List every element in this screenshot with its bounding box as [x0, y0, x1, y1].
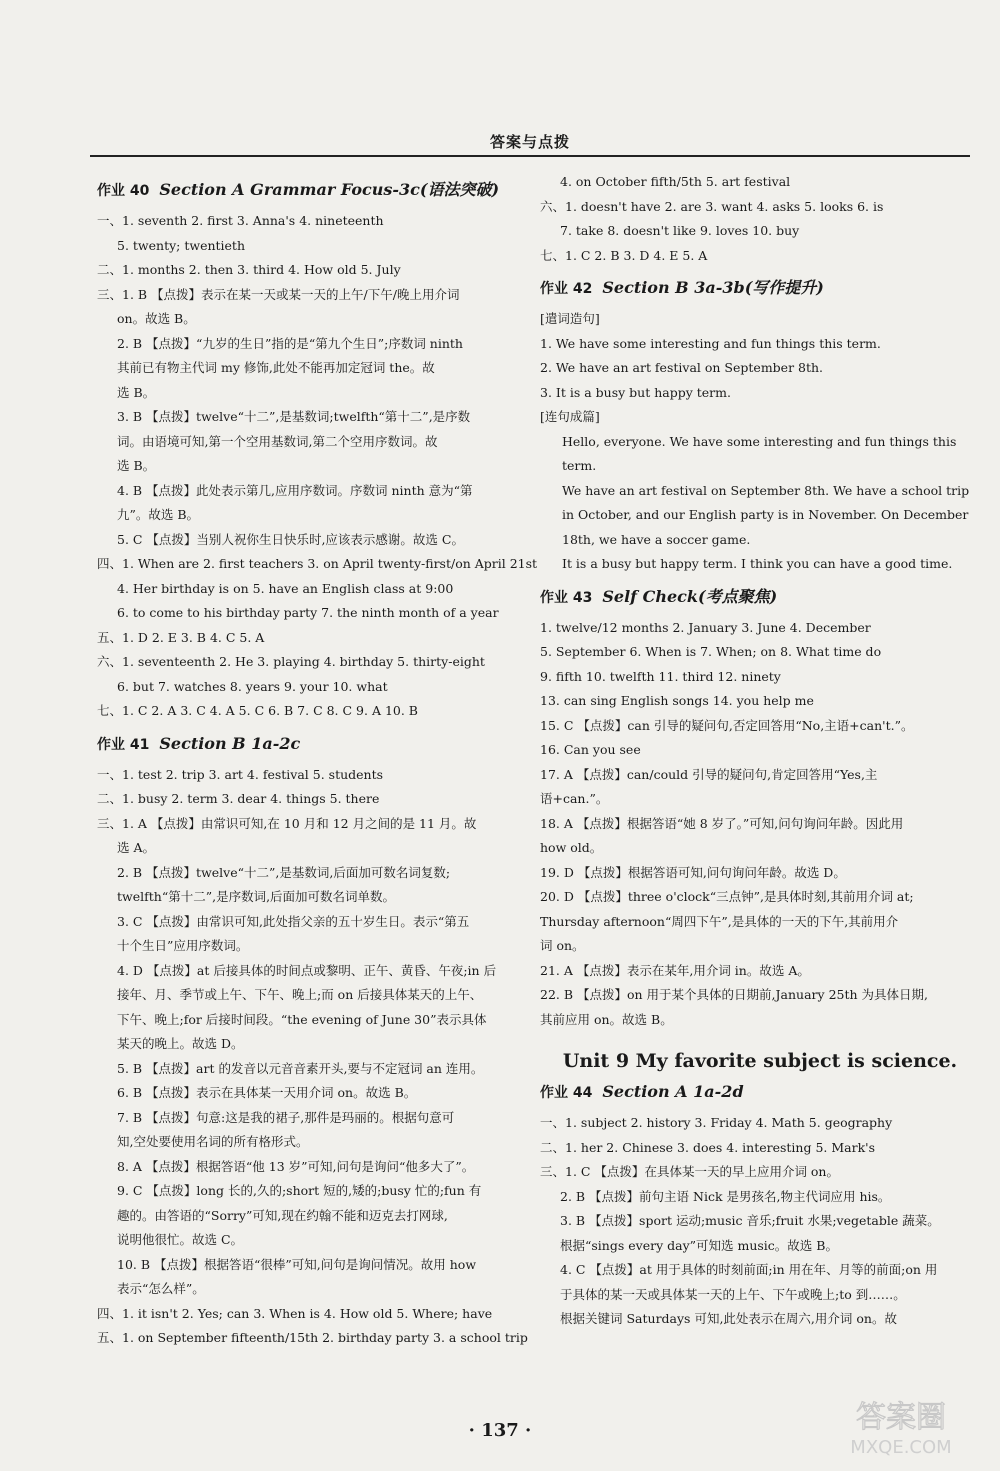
answer-line: 其前应用 on。故选 B。	[540, 1011, 673, 1027]
answer-line: 19. D 【点拨】根据答语可知,问句询问年龄。故选 D。	[540, 864, 846, 880]
answer-line: 4. C 【点拨】at 用于具体的时刻前面;in 用在年、月等的前面;on 用	[560, 1262, 938, 1277]
answer-line: 1. We have some interesting and fun things this term.	[540, 335, 881, 351]
svg-text:MXQE.COM: MXQE.COM	[850, 1437, 952, 1458]
answer-line: 七、1. C 2. B 3. D 4. E 5. A	[540, 247, 708, 263]
section-title: Section B 1a-2c	[159, 733, 301, 753]
answer-line: 9. C 【点拨】long 长的,久的;short 短的,矮的;busy 忙的;fun 有	[117, 1183, 482, 1198]
answer-line: twelfth“第十二”,是序数词,后面加可数名词单数。	[117, 889, 396, 904]
answer-line: 7. B 【点拨】句意:这是我的裙子,那件是玛丽的。根据句意可	[117, 1109, 455, 1125]
answer-line: 7. take 8. doesn't like 9. loves 10. buy	[560, 223, 800, 238]
answer-line: 9. fifth 10. twelfth 11. third 12. ninety	[540, 668, 781, 684]
section-label: 作业 40	[97, 183, 150, 199]
section-heading	[540, 1080, 980, 1105]
answer-line: 四、1. it isn't 2. Yes; can 3. When is 4. How old 5. Where; have	[97, 1305, 493, 1321]
section-label: 作业 44	[540, 1085, 593, 1101]
section-title: Self Check(考点聚焦)	[602, 586, 778, 606]
answer-line: 三、1. A 【点拨】由常识可知,在 10 月和 12 月之间的是 11 月。故	[97, 815, 477, 831]
answer-line: 一、1. seventh 2. first 3. Anna's 4. nineteenth	[97, 213, 384, 228]
answer-line: 20. D 【点拨】three o'clock“三点钟”,是具体时刻,其前用介词 at;	[540, 889, 914, 904]
answer-line: 8. A 【点拨】根据答语“他 13 岁”可知,问句是询问“他多大了”。	[117, 1158, 475, 1174]
answer-line: 5. September 6. When is 7. When; on 8. What time do	[540, 644, 882, 659]
answer-line: 4. Her birthday is on 5. have an English class at 9:00	[117, 580, 454, 596]
section-heading	[97, 732, 525, 757]
answer-line: 二、1. her 2. Chinese 3. does 4. interesting 5. Mark's	[540, 1139, 876, 1155]
answer-line: 13. can sing English songs 14. you help me	[540, 693, 814, 708]
answer-line: 说明他很忙。故选 C。	[117, 1232, 244, 1247]
right-column	[540, 170, 980, 1332]
answer-line: 四、1. When are 2. first teachers 3. on April twenty-first/on April 21st	[97, 556, 538, 571]
watermark-logo	[816, 1391, 986, 1461]
answer-line: 词。由语境可知,第一个空用基数词,第二个空用序数词。故	[117, 433, 438, 449]
answer-line: 2. B 【点拨】twelve“十二”,是基数词,后面加可数名词复数;	[117, 864, 451, 880]
answer-line: 3. B 【点拨】sport 运动;music 音乐;fruit 水果;vegetable 蔬菜。	[560, 1213, 940, 1228]
answer-line: 18. A 【点拨】根据答语“她 8 岁了。”可知,问句询问年龄。因此用	[540, 815, 904, 831]
answer-line: 2. B 【点拨】前句主语 Nick 是男孩名,物主代词应用 his。	[560, 1188, 891, 1204]
answer-line: 一、1. subject 2. history 3. Friday 4. Math 5. geography	[540, 1115, 893, 1130]
answer-line: 6. B 【点拨】表示在具体某一天用介词 on。故选 B。	[117, 1085, 417, 1100]
answer-line: 15. C 【点拨】can 引导的疑问句,否定回答用“No,主语+can't.”。	[540, 717, 914, 733]
answer-line: 一、1. test 2. trip 3. art 4. festival 5. students	[97, 766, 384, 782]
answer-line: 2. B 【点拨】“九岁的生日”指的是“第九个生日”;序数词 ninth	[117, 335, 463, 351]
header-title: 答案与点拨	[489, 133, 570, 151]
section-title: Section A 1a-2d	[602, 1082, 744, 1101]
answer-line: 三、1. B 【点拨】表示在某一天或某一天的上午/下午/晚上用介词	[97, 286, 460, 302]
answer-line: 2. We have an art festival on September 8th.	[540, 360, 824, 375]
answer-line: 4. D 【点拨】at 后接具体的时间点或黎明、正午、黄昏、午夜;in 后	[117, 962, 497, 978]
answer-line: [遣词造句]	[540, 311, 600, 326]
section-title: Section A Grammar Focus-3c(语法突破)	[159, 180, 500, 199]
answer-line: 5. C 【点拨】当别人祝你生日快乐时,应该表示感谢。故选 C。	[117, 531, 464, 547]
answer-line: 语+can.”。	[540, 791, 609, 806]
answer-line: 三、1. C 【点拨】在具体某一天的早上应用介词 on。	[540, 1164, 839, 1179]
answer-line: 根据“sings every day”可知选 music。故选 B。	[560, 1237, 838, 1253]
section-label: 作业 41	[97, 736, 150, 753]
answer-line: 16. Can you see	[540, 742, 641, 757]
answer-line: 二、1. busy 2. term 3. dear 4. things 5. there	[97, 791, 380, 806]
section-heading	[97, 178, 525, 203]
answer-line: 知,空处要使用名词的所有格形式。	[117, 1134, 309, 1149]
answer-line: 17. A 【点拨】can/could 引导的疑问句,肯定回答用“Yes,主	[540, 766, 878, 782]
answer-line: 下午、晚上;for 后接时间段。“the evening of June 30”表示具体	[117, 1011, 487, 1027]
answer-line: 1. twelve/12 months 2. January 3. June 4. December	[540, 619, 871, 635]
paragraph: We have an art festival on September 8th. We have a school trip in October, and our English party is in November. On December 18th, we have a soccer game.	[562, 482, 970, 547]
section-heading	[540, 276, 980, 301]
paragraph: Hello, everyone. We have some interesting and fun things this term.	[562, 433, 957, 473]
answer-line: 根据关键词 Saturdays 可知,此处表示在周六,用介词 on。故	[560, 1311, 897, 1326]
answer-line: 六、1. seventeenth 2. He 3. playing 4. birthday 5. thirty-eight	[97, 654, 485, 669]
answer-line: how old。	[540, 840, 603, 855]
answer-line: 6. but 7. watches 8. years 9. your 10. what	[117, 678, 388, 694]
answer-line: 九”。故选 B。	[117, 507, 200, 522]
answer-line: 5. B 【点拨】art 的发音以元音音素开头,要与不定冠词 an 连用。	[117, 1060, 484, 1076]
answer-line: 五、1. D 2. E 3. B 4. C 5. A	[97, 629, 265, 645]
page-header	[90, 131, 970, 157]
left-column	[97, 170, 538, 1351]
answer-line: 4. on October fifth/5th 5. art festival	[560, 174, 791, 189]
unit-title: Unit 9 My favorite subject is science.	[562, 1050, 958, 1072]
answer-line: 选 B。	[117, 384, 156, 400]
section-title: Section B 3a-3b(写作提升)	[602, 278, 824, 297]
answer-line: 3. It is a busy but happy term.	[540, 384, 731, 400]
answer-line: 6. to come to his birthday party 7. the ninth month of a year	[117, 605, 499, 620]
answer-line: 其前已有物主代词 my 修饰,此处不能再加定冠词 the。故	[117, 360, 435, 375]
answer-line: 选 B。	[117, 458, 156, 473]
answer-line: 选 A。	[117, 840, 156, 855]
answer-line: 接年、月、季节或上午、下午、晚上;而 on 后接具体某天的上午、	[117, 987, 483, 1002]
answer-line: 10. B 【点拨】根据答语“很棒”可知,问句是询问情况。故用 how	[117, 1256, 477, 1272]
answer-line: 词 on。	[540, 938, 585, 953]
answer-line: 七、1. C 2. A 3. C 4. A 5. C 6. B 7. C 8. C 9. A 10. B	[97, 703, 418, 718]
answer-line: 十个生日”应用序数词。	[117, 938, 249, 953]
answer-line: 3. B 【点拨】twelve“十二”,是基数词;twelfth“第十二”,是序数	[117, 409, 471, 424]
answer-line: 六、1. doesn't have 2. are 3. want 4. asks 5. looks 6. is	[540, 198, 884, 214]
answer-line: Thursday afternoon“周四下午”,是具体的一天的下午,其前用介	[540, 913, 899, 929]
answer-line: 4. B 【点拨】此处表示第几,应用序数词。序数词 ninth 意为“第	[117, 482, 473, 498]
section-heading	[540, 585, 980, 610]
answer-line: 22. B 【点拨】on 用于某个具体的日期前,January 25th 为具体日期,	[540, 987, 928, 1002]
answer-line: 于具体的某一天或具体某一天的上午、下午或晚上;to 到……。	[560, 1286, 906, 1302]
answer-line: 5. twenty; twentieth	[117, 237, 246, 253]
answer-line: 趣的。由答语的“Sorry”可知,现在约翰不能和迈克去打网球,	[117, 1207, 448, 1223]
svg-text:答案圈: 答案圈	[856, 1400, 946, 1435]
answer-line: 21. A 【点拨】表示在某年,用介词 in。故选 A。	[540, 962, 810, 978]
section-label: 作业 42	[540, 281, 593, 297]
section-label: 作业 43	[540, 589, 593, 606]
page-number: · 137 ·	[468, 1420, 532, 1441]
answer-line: on。故选 B。	[117, 311, 196, 326]
answer-line: 某天的晚上。故选 D。	[117, 1036, 244, 1051]
answer-line: 表示“怎么样”。	[117, 1281, 205, 1296]
paragraph: It is a busy but happy term. I think you can have a good time.	[562, 556, 953, 571]
answer-line: 二、1. months 2. then 3. third 4. How old 5. July	[97, 262, 401, 277]
answer-line: 五、1. on September fifteenth/15th 2. birthday party 3. a school trip	[97, 1330, 528, 1345]
answer-line: [连句成篇]	[540, 409, 600, 424]
answer-line: 3. C 【点拨】由常识可知,此处指父亲的五十岁生日。表示“第五	[117, 913, 470, 929]
